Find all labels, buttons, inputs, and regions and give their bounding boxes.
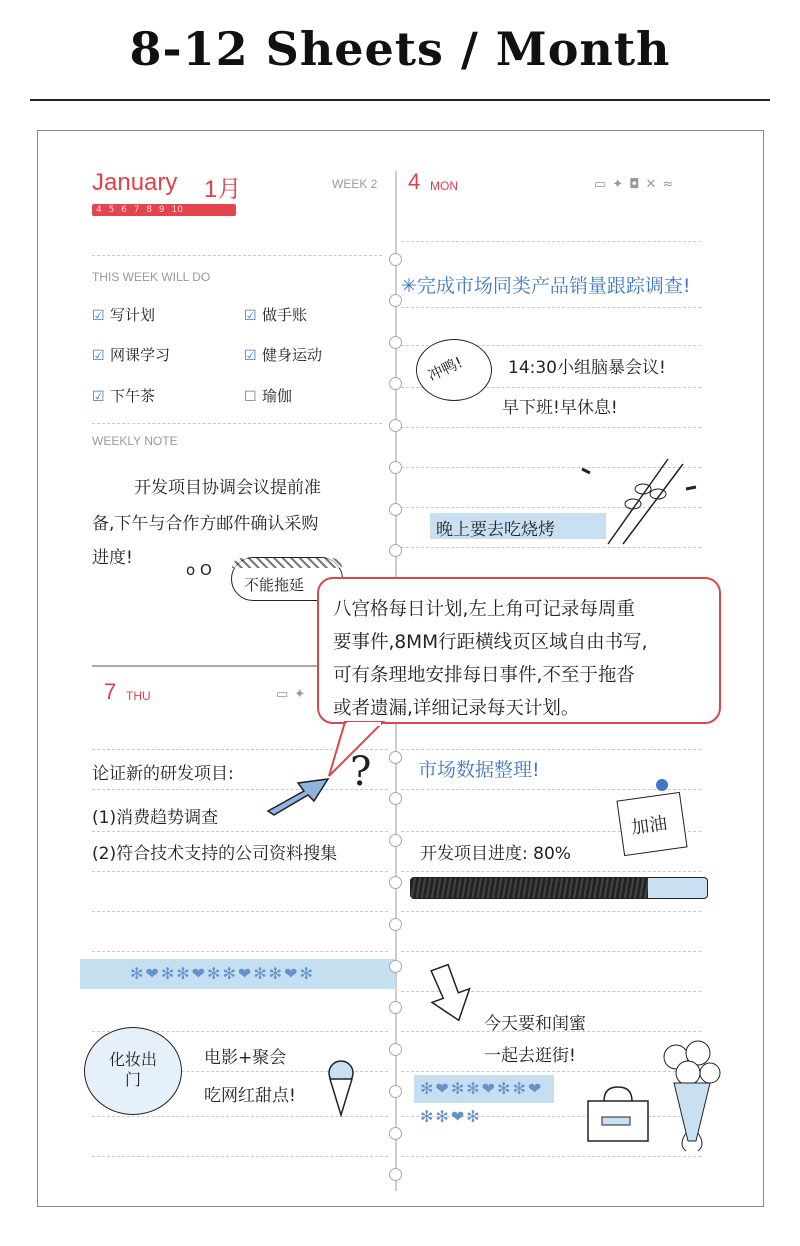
- progress-fill: [411, 878, 648, 898]
- callout-tail: [325, 720, 385, 780]
- week-label: WEEK 2: [332, 177, 378, 191]
- binder-ring: [389, 544, 402, 557]
- mon-evening: 晚上要去吃烧烤: [436, 520, 555, 540]
- shopping-bag-icon: [584, 1083, 652, 1145]
- todo-text: 网课学习: [110, 346, 171, 364]
- binder-ring: [389, 294, 402, 307]
- binder-ring: [389, 419, 402, 432]
- laurel-badge-text: 化妆出门: [108, 1050, 157, 1089]
- binder-ring: [389, 1085, 402, 1098]
- bubble-dots: o O: [186, 561, 212, 579]
- washi-tape: ✻❤✻✻❤✻✻❤✻✻❤✻: [80, 959, 396, 989]
- sticky-note-text: 加油: [629, 813, 669, 839]
- todo-text: 健身运动: [262, 346, 323, 364]
- todo-item[interactable]: ☑ 网课学习: [92, 346, 171, 364]
- todo-item[interactable]: ☑ 下午茶: [92, 387, 156, 405]
- page-title: 8-12 Sheets / Month: [129, 22, 671, 76]
- binder-ring: [389, 1043, 402, 1056]
- washi-tape-small: ✻❤✻✻❤✻✻❤✻✻❤✻: [414, 1075, 554, 1103]
- weekly-note-line: 备,下午与合作方邮件确认采购: [92, 514, 319, 534]
- todo-text: 下午茶: [110, 387, 156, 405]
- rule: [92, 871, 388, 872]
- binder-ring: [389, 792, 402, 805]
- clipboard-icon: ▭: [276, 687, 295, 702]
- rule: [401, 307, 701, 308]
- progress-text: 开发项目进度: 80%: [420, 844, 571, 864]
- clipboard-icon: ▭: [594, 177, 613, 192]
- note-bubble-text: 不能拖延: [244, 576, 305, 594]
- thu-left-line: (2)符合技术支持的公司资料搜集: [92, 844, 338, 864]
- callout-line: 要事件,8MM行距横线页区域自由书写,: [333, 632, 648, 653]
- bike-icon: ✕: [645, 177, 663, 192]
- binder-ring: [389, 876, 402, 889]
- cup-icon: ◘: [629, 177, 646, 192]
- cheer-bubble-text: 冲鸭!: [425, 353, 466, 385]
- right-bottom-line: 今天要和闺蜜: [484, 1014, 586, 1034]
- todo-text: 做手账: [262, 306, 308, 324]
- rule: [401, 241, 701, 242]
- day-name-thu: THU: [126, 689, 151, 703]
- left-bottom-line: 电影+聚会: [204, 1048, 287, 1068]
- pin-icon: [656, 779, 668, 791]
- callout-line: 八宫格每日计划,左上角可记录每周重: [333, 599, 635, 620]
- binder-ring: [389, 1168, 402, 1181]
- binder-ring: [389, 377, 402, 390]
- rule: [92, 789, 388, 790]
- bouquet-icon: [656, 1037, 726, 1157]
- rule: [401, 427, 701, 428]
- thu-left-line: 论证新的研发项目:: [92, 764, 234, 784]
- day-number-mon: 4: [408, 169, 421, 194]
- running-icon: ✦: [294, 687, 312, 702]
- thu-right-heading: 市场数据整理!: [418, 759, 540, 781]
- binder-ring: [389, 503, 402, 516]
- title-divider: [30, 99, 770, 101]
- left-bottom-line: 吃网红甜点!: [204, 1086, 296, 1106]
- todo-item[interactable]: ☐ 瑜伽: [244, 387, 293, 405]
- todo-item[interactable]: ☑ 健身运动: [244, 346, 323, 364]
- mon-heading: ✳完成市场同类产品销量跟踪调查!: [401, 275, 691, 297]
- binder-ring: [389, 918, 402, 931]
- arrow-icon: [264, 771, 334, 816]
- todo-text: 瑜伽: [262, 387, 293, 405]
- rule: [92, 831, 388, 832]
- rule: [401, 749, 701, 750]
- binder-ring: [389, 960, 402, 973]
- ice-cream-icon: [324, 1059, 358, 1117]
- rule: [92, 423, 382, 424]
- activity-icons-thu: [276, 687, 311, 702]
- rule: [92, 255, 382, 256]
- week-dates-strip: 4 5 6 7 8 9 10: [92, 204, 236, 216]
- rule: [92, 1156, 388, 1157]
- todo-item[interactable]: ☑ 做手账: [244, 306, 308, 324]
- month-chinese: 1月: [204, 176, 242, 203]
- thu-left-line: (1)消费趋势调查: [92, 808, 219, 828]
- rule: [92, 951, 388, 952]
- binder-ring: [389, 751, 402, 764]
- binder-ring: [389, 461, 402, 474]
- callout-line: 或者遗漏,详细记录每天计划。: [333, 698, 580, 719]
- right-bottom-line: 一起去逛街!: [484, 1046, 576, 1066]
- binder-ring: [389, 1001, 402, 1014]
- question-mark-icon: ?: [350, 749, 372, 795]
- rule: [401, 789, 701, 790]
- todo-item[interactable]: ☑ 写计划: [92, 306, 156, 324]
- day-name-mon: MON: [430, 179, 458, 193]
- rule: [401, 951, 701, 952]
- todo-text: 写计划: [110, 306, 156, 324]
- rule: [92, 911, 388, 912]
- this-week-label: THIS WEEK WILL DO: [92, 270, 211, 284]
- mon-line: 早下班!早休息!: [502, 398, 618, 418]
- rule: [401, 871, 701, 872]
- sticky-note: [616, 792, 687, 856]
- mon-line: 14:30小组脑暴会议!: [508, 358, 666, 378]
- binder-ring: [389, 834, 402, 847]
- running-icon: ✦: [612, 177, 630, 192]
- swim-icon: ≈: [662, 177, 680, 192]
- activity-icons-mon: [594, 177, 679, 192]
- binder-ring: [389, 336, 402, 349]
- day-number-thu: 7: [104, 679, 117, 704]
- progress-bar: [410, 877, 708, 899]
- callout-line: 可有条理地安排每日事件,不至于拖沓: [333, 665, 635, 686]
- description-callout: [317, 577, 721, 724]
- cheer-bubble: [416, 339, 492, 401]
- binder-ring: [389, 253, 402, 266]
- weekly-note-line: 开发项目协调会议提前准: [134, 478, 321, 498]
- binder-ring: [389, 1127, 402, 1140]
- laurel-badge: [84, 1027, 182, 1115]
- weekly-note-line: 进度!: [92, 548, 133, 568]
- weekly-note-label: WEEKLY NOTE: [92, 434, 178, 448]
- rule: [401, 911, 701, 912]
- down-arrow-icon: [428, 961, 476, 1025]
- month-english: January: [92, 169, 178, 196]
